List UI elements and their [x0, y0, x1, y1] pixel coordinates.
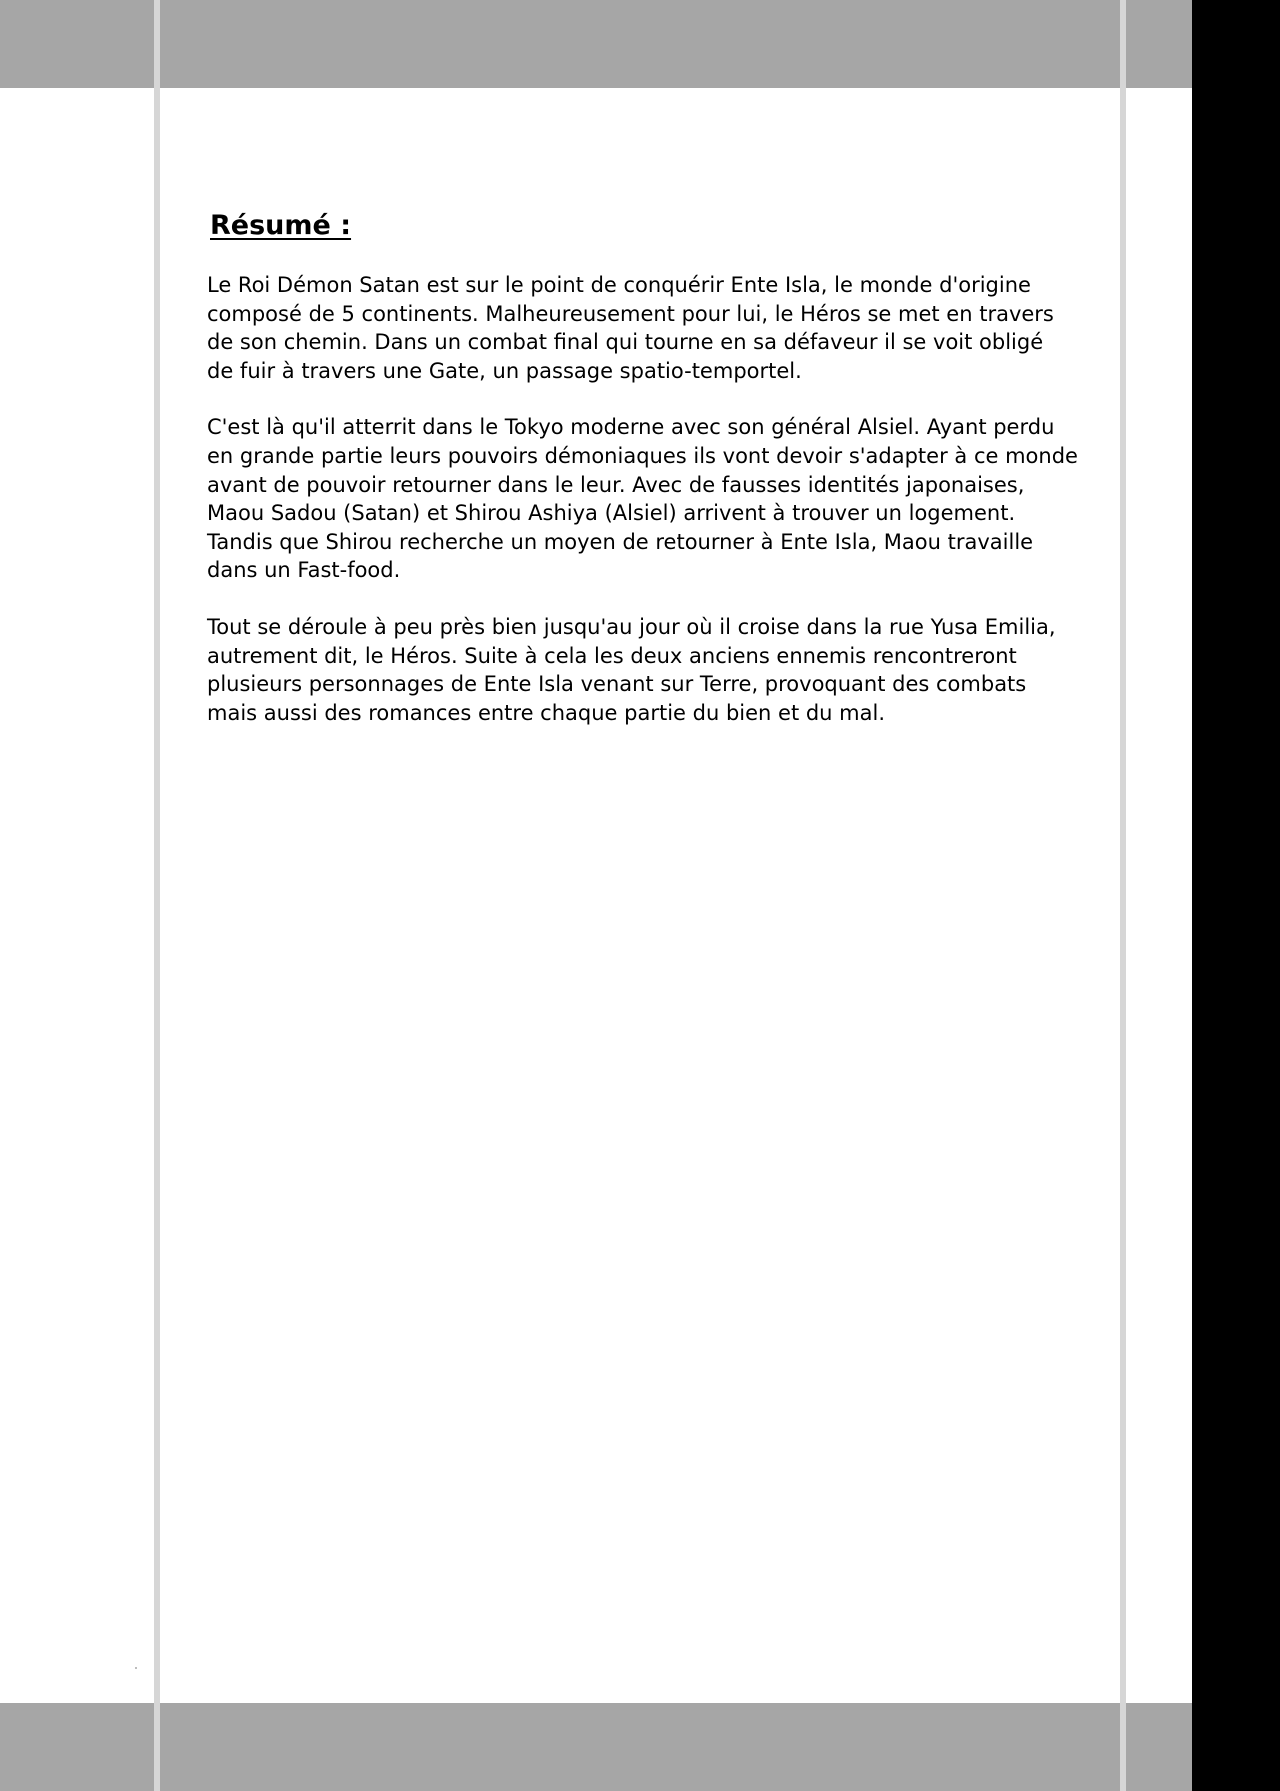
text-line: de fuir à travers une Gate, un passage spatio-temportel. [207, 358, 802, 383]
text-line: Tandis que Shirou recherche un moyen de retourner à Ente Isla, Maou travaille [207, 529, 1034, 554]
text-line: Tout se déroule à peu près bien jusqu'au jour où il croise dans la rue Yusa Emilia, [207, 614, 1056, 639]
paragraph-1 [207, 271, 1087, 385]
text-line: de son chemin. Dans un combat final qui tourne en sa défaveur il se voit obligé [207, 330, 1044, 355]
right-black-edge [1192, 0, 1280, 1791]
text-line: autrement dit, le Héros. Suite à cela les deux anciens ennemis rencontreront [207, 643, 1017, 668]
text-line: C'est là qu'il atterrit dans le Tokyo moderne avec son général Alsiel. Ayant perdu [207, 415, 1055, 440]
text-line: avant de pouvoir retourner dans le leur. Avec de fausses identités japonaises, [207, 472, 1025, 497]
summary-section [207, 205, 1087, 755]
left-margin-line [154, 0, 160, 1791]
text-line: composé de 5 continents. Malheureusement pour lui, le Héros se met en travers [207, 301, 1054, 326]
bottom-gray-band [0, 1703, 1192, 1791]
paragraph-3 [207, 613, 1087, 727]
text-line: Le Roi Démon Satan est sur le point de conquérir Ente Isla, le monde d'origine [207, 273, 1031, 297]
top-gray-band [0, 0, 1192, 88]
text-line: dans un Fast-food. [207, 558, 401, 583]
text-line: en grande partie leurs pouvoirs démoniaques ils vont devoir s'adapter à ce monde [207, 443, 1078, 468]
paragraph-2 [207, 413, 1087, 585]
text-line: mais aussi des romances entre chaque partie du bien et du mal. [207, 700, 885, 725]
text-line: plusieurs personnages de Ente Isla venant sur Terre, provoquant des combats [207, 672, 1027, 697]
summary-heading: Résumé : [210, 210, 352, 241]
text-line: Maou Sadou (Satan) et Shirou Ashiya (Alsiel) arrivent à trouver un logement. [207, 501, 1016, 526]
right-margin-line [1120, 0, 1126, 1791]
scan-speck [135, 1667, 137, 1669]
